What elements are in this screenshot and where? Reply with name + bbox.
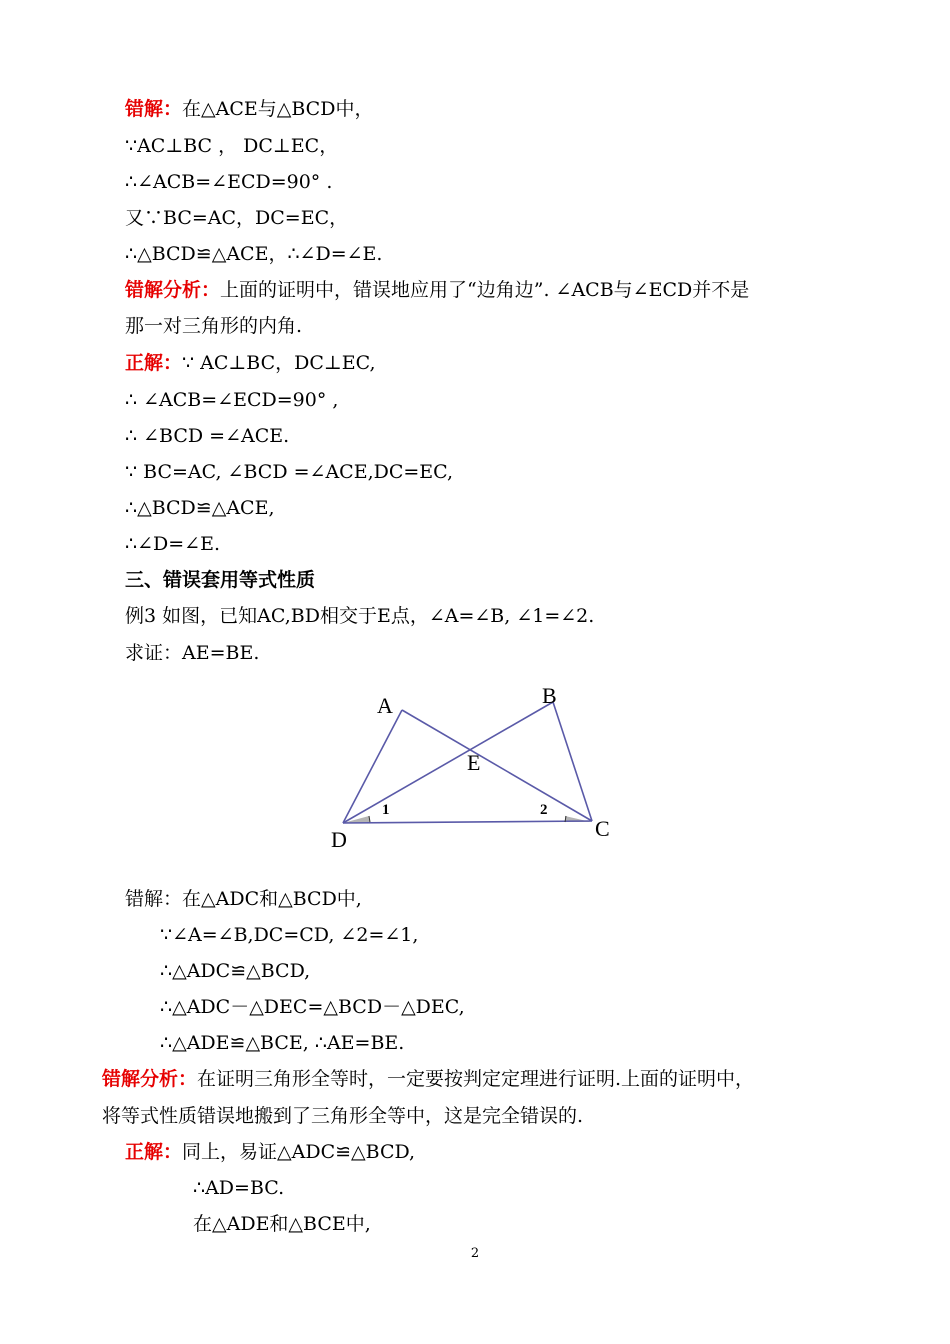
- label-e: E: [467, 750, 481, 775]
- ex3-wrong-line-4: ∴△ADC－△DEC=△BCD－△DEC,: [160, 996, 465, 1018]
- example-statement: 例3 如图，已知AC,BD相交于E点，∠A=∠B, ∠1=∠2.: [125, 605, 595, 627]
- wrong-solution-line-5: ∴△BCD≌△ACE，∴∠D=∠E.: [125, 243, 383, 265]
- ex3-wrong-line-1: 错解：在△ADC和△BCD中,: [125, 888, 362, 910]
- wrong-solution-line-1: [125, 96, 373, 122]
- label-c: C: [595, 816, 610, 841]
- correct-solution-line-3: ∴ ∠BCD =∠ACE.: [125, 425, 290, 447]
- ex3-analysis-label: 错解分析：: [102, 1068, 198, 1090]
- analysis-text: 上面的证明中，错误地应用了“边角边”. ∠ACB与∠ECD并不是: [220, 279, 750, 301]
- wrong-solution-line-2: ∵AC⊥BC ， DC⊥EC，: [125, 135, 339, 157]
- correct-solution-line-5: ∴△BCD≌△ACE,: [125, 497, 275, 519]
- correct-solution-line-1: [125, 350, 376, 376]
- correct-solution-line-4: ∵ BC=AC, ∠BCD =∠ACE,DC=EC,: [125, 461, 454, 483]
- wrong-solution-line-3: ∴∠ACB=∠ECD=90° .: [125, 171, 333, 193]
- ex3-analysis-line-2: 将等式性质错误地搬到了三角形全等中，这是完全错误的.: [102, 1105, 584, 1127]
- label-a: A: [377, 693, 393, 718]
- angle-1-shading: [343, 816, 370, 823]
- angle-1-label: 1: [382, 802, 390, 818]
- analysis-label: 错解分析：: [125, 279, 221, 301]
- correct-solution-text: ∵ AC⊥BC，DC⊥EC,: [182, 352, 376, 374]
- label-b: B: [542, 683, 557, 708]
- ex3-wrong-line-2: ∵∠A=∠B,DC=CD, ∠2=∠1,: [160, 924, 419, 946]
- ex3-analysis-line-1: [102, 1066, 754, 1092]
- ex3-correct-line-3: 在△ADE和△BCE中,: [193, 1213, 371, 1235]
- angle-2-label: 2: [540, 802, 548, 818]
- wrong-solution-line-4: 又∵BC=AC，DC=EC，: [125, 207, 349, 229]
- prove-statement: 求证：AE=BE.: [125, 642, 260, 664]
- correct-solution-label: 正解：: [125, 352, 183, 374]
- segment-bc: [553, 702, 592, 821]
- ex3-correct-label: 正解：: [125, 1141, 183, 1163]
- page-number: 2: [470, 1246, 480, 1261]
- ex3-wrong-line-5: ∴△ADE≌△BCE, ∴AE=BE.: [160, 1032, 405, 1054]
- wrong-solution-label: 错解：: [125, 98, 183, 120]
- geometry-figure: [325, 675, 625, 860]
- ex3-correct-line-2: ∴AD=BC.: [193, 1177, 285, 1199]
- analysis-line-2: 那一对三角形的内角.: [125, 315, 303, 337]
- segment-dc: [343, 821, 592, 823]
- correct-solution-line-6: ∴∠D=∠E.: [125, 533, 220, 555]
- correct-solution-line-2: ∴ ∠ACB=∠ECD=90° ,: [125, 389, 339, 411]
- label-d: D: [331, 827, 347, 852]
- ex3-analysis-text: 在证明三角形全等时，一定要按判定定理进行证明.上面的证明中，: [197, 1068, 755, 1090]
- segment-ac: [402, 710, 592, 821]
- ex3-wrong-line-3: ∴△ADC≌△BCD,: [160, 960, 311, 982]
- analysis-line-1: [125, 277, 749, 303]
- wrong-solution-text: 在△ACE与△BCD中，: [182, 98, 374, 120]
- ex3-correct-text: 同上，易证△ADC≌△BCD,: [182, 1141, 416, 1163]
- section-heading: 三、错误套用等式性质: [125, 569, 316, 591]
- ex3-correct-line-1: [125, 1139, 415, 1165]
